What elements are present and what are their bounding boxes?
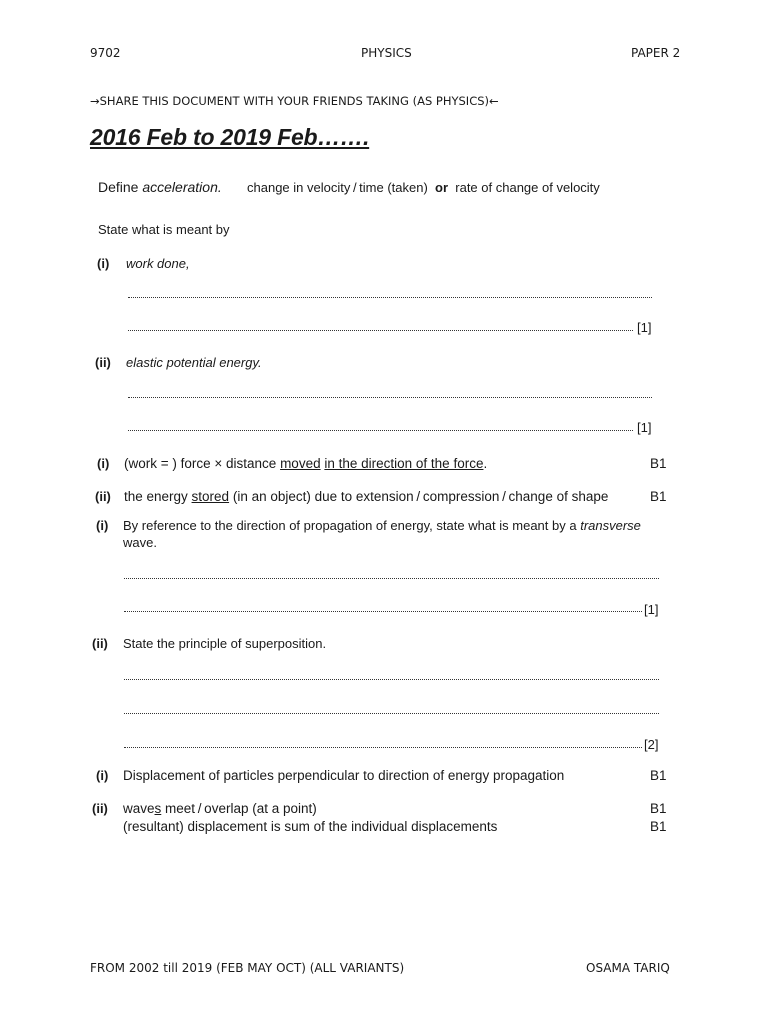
- answer-line: [128, 430, 633, 431]
- q3-ans-ii-mark-1: B1: [650, 801, 667, 816]
- q2-ans-ii-mark: B1: [650, 489, 667, 504]
- answer-line: [128, 330, 633, 331]
- q3-ans-ii-underline: s: [154, 801, 162, 816]
- answer-line: [124, 578, 659, 579]
- q3-part-ii-mark: [2]: [644, 737, 659, 752]
- q1-prompt: [98, 179, 222, 195]
- q2-ans-i-mark: B1: [650, 456, 667, 471]
- q2-part-ii-mark: [1]: [637, 420, 652, 435]
- q3-ans-i-text: Displacement of particles perpendicular to direction of energy propagation: [123, 768, 565, 783]
- q3-part-i-mark: [1]: [644, 602, 659, 617]
- q1-prompt-term: acceleration.: [142, 179, 222, 195]
- q3-ans-ii-line2: (resultant) displacement is sum of the individual displacements: [123, 819, 498, 834]
- q1-answer-a: change in velocity / time (taken): [247, 180, 428, 195]
- q3-part-i-line1: [123, 518, 641, 533]
- q2-ans-i-text: [124, 456, 487, 471]
- answer-line: [128, 397, 652, 398]
- header-paper: PAPER 2: [631, 46, 681, 60]
- answer-line: [124, 747, 642, 748]
- q2-part-i-mark: [1]: [637, 320, 652, 335]
- answer-line: [124, 611, 642, 612]
- q2-part-i-text: work done,: [126, 256, 190, 271]
- q3-part-ii-label: (ii): [92, 636, 108, 651]
- answer-line: [128, 297, 652, 298]
- answer-line: [124, 713, 659, 714]
- footer-left: FROM 2002 till 2019 (FEB MAY OCT) (ALL VARIANTS): [90, 961, 405, 975]
- q3-ans-ii-line1-post: meet / overlap (at a point): [161, 801, 317, 816]
- q2-stem: State what is meant by: [98, 222, 230, 237]
- q2-part-ii-text: elastic potential energy.: [126, 355, 262, 370]
- q1-answer-b: rate of change of velocity: [455, 180, 600, 195]
- header-subject: PHYSICS: [361, 46, 412, 60]
- answer-line: [124, 679, 659, 680]
- q3-ans-i-mark: B1: [650, 768, 667, 783]
- q2-ans-ii-label: (ii): [95, 489, 111, 504]
- q3-part-ii-text: State the principle of superposition.: [123, 636, 327, 651]
- q2-part-ii-label: (ii): [95, 355, 111, 370]
- q1-prompt-text: Define: [98, 179, 143, 195]
- q3-ans-ii-mark-2: B1: [650, 819, 667, 834]
- q2-part-i-label: (i): [97, 256, 110, 271]
- document-title: 2016 Feb to 2019 Feb…….: [90, 124, 370, 150]
- q3-part-i-label: (i): [96, 518, 109, 533]
- q2-ans-ii-text: [124, 489, 608, 504]
- q3-ans-ii-line1: [123, 801, 317, 816]
- q3-ans-ii-line1-pre: wave: [123, 801, 155, 816]
- share-note: →SHARE THIS DOCUMENT WITH YOUR FRIENDS TAKING (AS PHYSICS)←: [90, 94, 499, 108]
- q3-part-i-term: transverse: [580, 518, 641, 533]
- q2-ans-i-pre: (work = ) force × distance: [124, 456, 281, 471]
- q3-ans-i-label: (i): [96, 768, 109, 783]
- footer-right: OSAMA TARIQ: [586, 961, 670, 975]
- q2-ans-ii-underline: stored: [191, 489, 230, 504]
- q2-ans-ii-post: (in an object) due to extension / compression / change of shape: [229, 489, 609, 504]
- q3-ans-ii-label: (ii): [92, 801, 108, 816]
- q2-ans-i-underline-1: moved: [280, 456, 321, 471]
- q2-ans-i-underline-2: in the direction of the force: [324, 456, 484, 471]
- q1-answer: [247, 180, 600, 195]
- header-code: 9702: [90, 46, 121, 60]
- q3-part-i-line2: wave.: [123, 535, 157, 550]
- q2-ans-ii-pre: the energy: [124, 489, 192, 504]
- q2-ans-i-label: (i): [97, 456, 110, 471]
- q2-ans-i-post: .: [483, 456, 488, 471]
- q3-part-i-line1-text: By reference to the direction of propagation of energy, state what is meant by a: [123, 518, 581, 533]
- q1-answer-or: or: [435, 180, 449, 195]
